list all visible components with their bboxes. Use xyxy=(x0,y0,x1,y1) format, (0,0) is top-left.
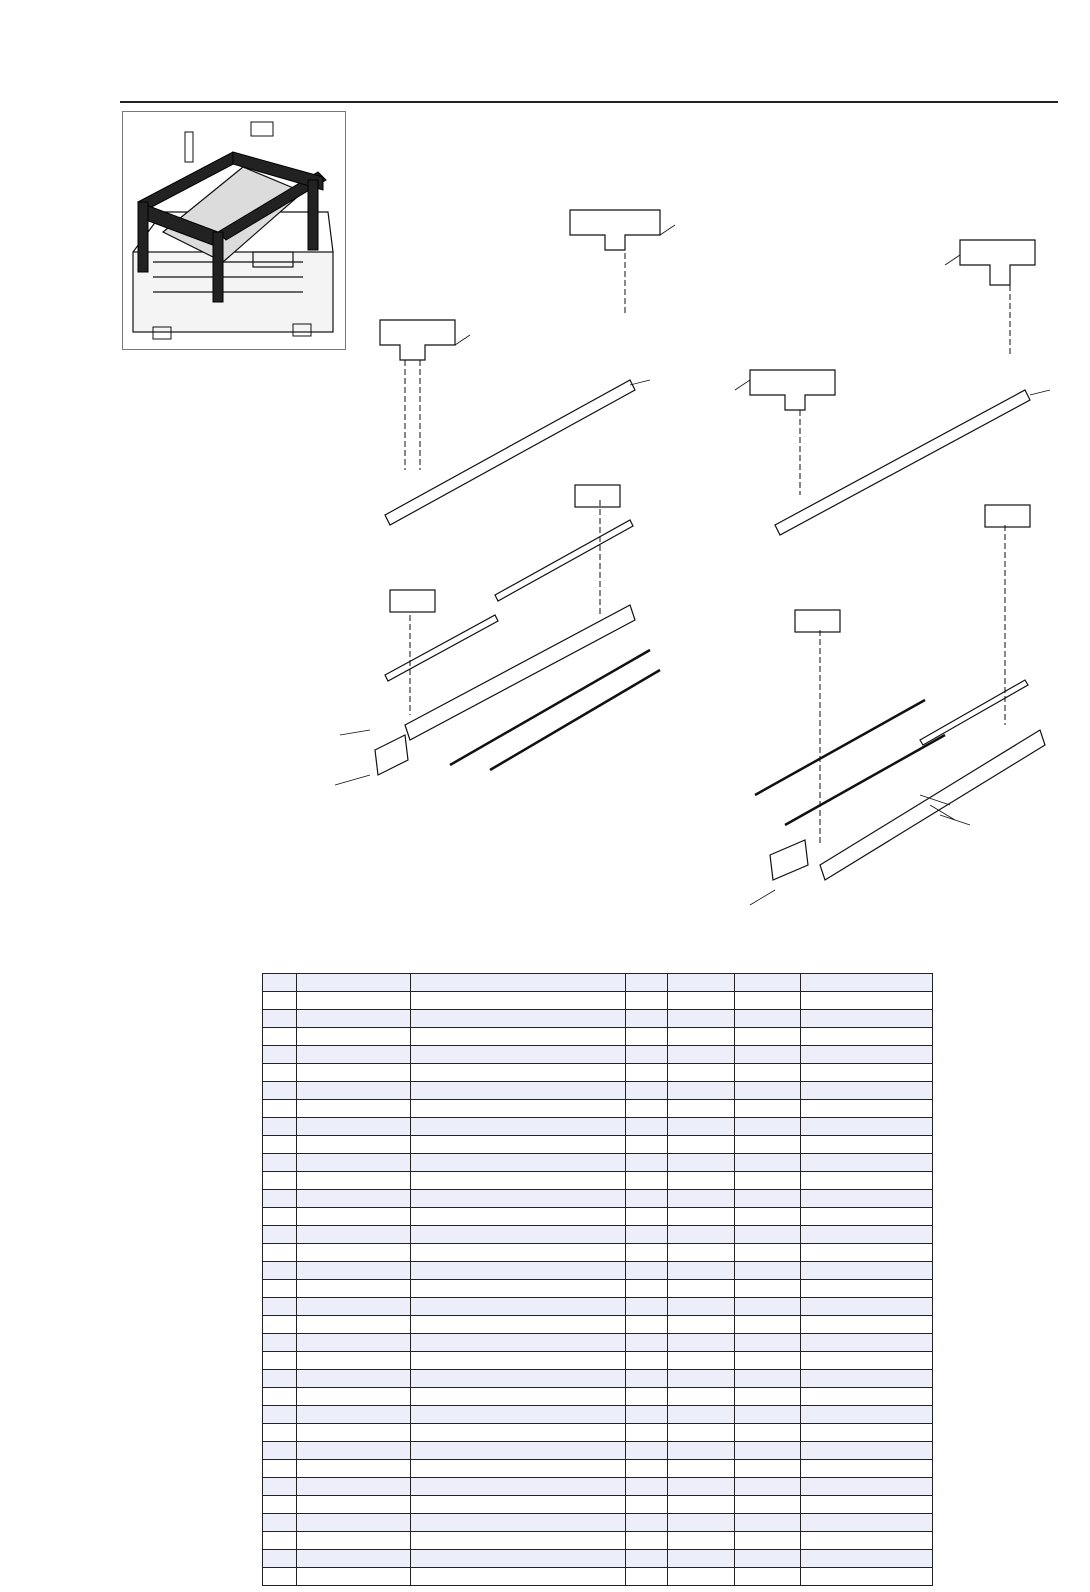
table-cell-col-6 xyxy=(735,1244,801,1262)
table-cell-col-6 xyxy=(735,1532,801,1550)
table-row xyxy=(263,1028,933,1046)
table-cell-col-5 xyxy=(668,1154,735,1172)
table-cell-col-6 xyxy=(735,1208,801,1226)
table-cell-description xyxy=(411,1478,626,1496)
table-cell-item-no xyxy=(263,1100,297,1118)
table-cell-part-number xyxy=(297,1208,411,1226)
table-cell-item-no xyxy=(263,1370,297,1388)
table-cell-remarks xyxy=(801,1262,933,1280)
table-cell-part-number xyxy=(297,992,411,1010)
table-cell-col-5 xyxy=(668,1532,735,1550)
table-cell-col-6 xyxy=(735,974,801,992)
table-cell-qty xyxy=(626,992,668,1010)
table-cell-qty xyxy=(626,1208,668,1226)
table-cell-remarks xyxy=(801,1388,933,1406)
table-cell-remarks xyxy=(801,1064,933,1082)
table-cell-remarks xyxy=(801,1010,933,1028)
table-cell-part-number xyxy=(297,1352,411,1370)
table-row xyxy=(263,1352,933,1370)
table-cell-part-number xyxy=(297,1442,411,1460)
table-cell-qty xyxy=(626,1190,668,1208)
table-cell-item-no xyxy=(263,1208,297,1226)
table-cell-col-5 xyxy=(668,1316,735,1334)
table-cell-qty xyxy=(626,1514,668,1532)
table-row xyxy=(263,992,933,1010)
table-row xyxy=(263,1334,933,1352)
table-cell-part-number xyxy=(297,1172,411,1190)
table-cell-part-number xyxy=(297,1460,411,1478)
table-cell-item-no xyxy=(263,1496,297,1514)
table-cell-description xyxy=(411,1424,626,1442)
table-row xyxy=(263,1100,933,1118)
table-cell-qty xyxy=(626,1388,668,1406)
table-cell-item-no xyxy=(263,1460,297,1478)
table-cell-part-number xyxy=(297,1028,411,1046)
table-cell-qty xyxy=(626,1568,668,1586)
table-cell-qty xyxy=(626,1028,668,1046)
table-cell-part-number xyxy=(297,1514,411,1532)
table-cell-item-no xyxy=(263,1298,297,1316)
table-row xyxy=(263,1388,933,1406)
table-cell-item-no xyxy=(263,1280,297,1298)
table-cell-col-6 xyxy=(735,1028,801,1046)
table-row xyxy=(263,1082,933,1100)
table-cell-qty xyxy=(626,1154,668,1172)
table-cell-remarks xyxy=(801,1082,933,1100)
table-row xyxy=(263,1262,933,1280)
table-cell-qty xyxy=(626,1118,668,1136)
table-cell-qty xyxy=(626,1424,668,1442)
table-cell-col-5 xyxy=(668,1496,735,1514)
table-cell-col-6 xyxy=(735,1370,801,1388)
table-cell-col-6 xyxy=(735,1280,801,1298)
table-row xyxy=(263,1550,933,1568)
table-cell-col-6 xyxy=(735,1226,801,1244)
table-cell-remarks xyxy=(801,1514,933,1532)
table-cell-qty xyxy=(626,1136,668,1154)
table-cell-col-5 xyxy=(668,1568,735,1586)
table-cell-col-5 xyxy=(668,1082,735,1100)
table-row xyxy=(263,1370,933,1388)
table-cell-qty xyxy=(626,1316,668,1334)
table-cell-remarks xyxy=(801,1568,933,1586)
machine-overview-icon xyxy=(123,112,345,349)
table-cell-col-6 xyxy=(735,1568,801,1586)
table-cell-col-5 xyxy=(668,1478,735,1496)
header-rule xyxy=(120,101,1058,103)
exploded-view-drawing-icon xyxy=(330,195,1060,925)
table-cell-col-6 xyxy=(735,1460,801,1478)
table-cell-col-6 xyxy=(735,1388,801,1406)
table-cell-remarks xyxy=(801,1316,933,1334)
parts-list-table xyxy=(262,973,933,1586)
table-row xyxy=(263,1172,933,1190)
table-cell-part-number xyxy=(297,1046,411,1064)
table-row xyxy=(263,1406,933,1424)
table-cell-col-5 xyxy=(668,1136,735,1154)
machine-overview-thumbnail xyxy=(122,111,346,350)
exploded-view-diagram xyxy=(330,195,1060,925)
table-row xyxy=(263,1118,933,1136)
table-cell-col-5 xyxy=(668,1262,735,1280)
table-cell-col-5 xyxy=(668,1046,735,1064)
table-cell-col-6 xyxy=(735,1334,801,1352)
table-cell-qty xyxy=(626,1244,668,1262)
table-cell-item-no xyxy=(263,1190,297,1208)
table-cell-remarks xyxy=(801,1280,933,1298)
table-cell-description xyxy=(411,1100,626,1118)
table-cell-part-number xyxy=(297,1244,411,1262)
table-cell-description xyxy=(411,1388,626,1406)
table-row xyxy=(263,1208,933,1226)
table-cell-col-5 xyxy=(668,974,735,992)
table-cell-remarks xyxy=(801,1496,933,1514)
table-cell-qty xyxy=(626,1298,668,1316)
table-cell-item-no xyxy=(263,1424,297,1442)
table-cell-item-no xyxy=(263,1064,297,1082)
table-cell-qty xyxy=(626,1334,668,1352)
table-cell-description xyxy=(411,1154,626,1172)
table-cell-part-number xyxy=(297,974,411,992)
table-cell-col-5 xyxy=(668,1190,735,1208)
table-cell-item-no xyxy=(263,1172,297,1190)
table-cell-qty xyxy=(626,1010,668,1028)
table-cell-item-no xyxy=(263,992,297,1010)
table-cell-col-5 xyxy=(668,1460,735,1478)
table-cell-part-number xyxy=(297,1532,411,1550)
table-cell-item-no xyxy=(263,1010,297,1028)
table-cell-col-6 xyxy=(735,1550,801,1568)
table-cell-item-no xyxy=(263,1118,297,1136)
table-cell-col-5 xyxy=(668,1514,735,1532)
table-cell-col-6 xyxy=(735,1010,801,1028)
table-cell-remarks xyxy=(801,1370,933,1388)
table-row xyxy=(263,1046,933,1064)
table-cell-col-5 xyxy=(668,1298,735,1316)
table-cell-part-number xyxy=(297,1118,411,1136)
table-cell-part-number xyxy=(297,1280,411,1298)
table-cell-part-number xyxy=(297,1190,411,1208)
table-cell-description xyxy=(411,1280,626,1298)
table-cell-remarks xyxy=(801,1478,933,1496)
table-cell-description xyxy=(411,1514,626,1532)
table-cell-part-number xyxy=(297,1334,411,1352)
table-cell-description xyxy=(411,1244,626,1262)
table-cell-qty xyxy=(626,1532,668,1550)
table-cell-remarks xyxy=(801,1442,933,1460)
table-cell-part-number xyxy=(297,1154,411,1172)
table-cell-col-6 xyxy=(735,1100,801,1118)
table-cell-item-no xyxy=(263,1028,297,1046)
table-cell-remarks xyxy=(801,1172,933,1190)
table-row xyxy=(263,1316,933,1334)
table-cell-qty xyxy=(626,1100,668,1118)
table-cell-col-6 xyxy=(735,1154,801,1172)
table-row xyxy=(263,974,933,992)
table-cell-col-6 xyxy=(735,992,801,1010)
table-cell-part-number xyxy=(297,1010,411,1028)
table-cell-part-number xyxy=(297,1226,411,1244)
table-cell-qty xyxy=(626,974,668,992)
table-cell-col-6 xyxy=(735,1352,801,1370)
table-cell-description xyxy=(411,1190,626,1208)
table-cell-part-number xyxy=(297,1370,411,1388)
table-cell-remarks xyxy=(801,1154,933,1172)
table-row xyxy=(263,1532,933,1550)
table-cell-col-5 xyxy=(668,1352,735,1370)
table-cell-col-5 xyxy=(668,1244,735,1262)
table-cell-item-no xyxy=(263,1082,297,1100)
table-cell-item-no xyxy=(263,1532,297,1550)
table-cell-col-6 xyxy=(735,1064,801,1082)
table-cell-qty xyxy=(626,1478,668,1496)
table-row xyxy=(263,1244,933,1262)
table-cell-item-no xyxy=(263,1406,297,1424)
table-row xyxy=(263,1478,933,1496)
table-cell-qty xyxy=(626,1280,668,1298)
table-cell-item-no xyxy=(263,1136,297,1154)
table-row xyxy=(263,1280,933,1298)
table-cell-col-6 xyxy=(735,1262,801,1280)
table-row xyxy=(263,1226,933,1244)
table-cell-col-5 xyxy=(668,1010,735,1028)
table-cell-qty xyxy=(626,1370,668,1388)
table-cell-col-6 xyxy=(735,1316,801,1334)
table-row xyxy=(263,1514,933,1532)
table-cell-col-6 xyxy=(735,1190,801,1208)
table-cell-description xyxy=(411,1298,626,1316)
table-cell-description xyxy=(411,992,626,1010)
table-cell-item-no xyxy=(263,1442,297,1460)
table-cell-description xyxy=(411,1496,626,1514)
table-cell-remarks xyxy=(801,1208,933,1226)
table-cell-description xyxy=(411,1118,626,1136)
table-cell-col-5 xyxy=(668,1172,735,1190)
table-cell-description xyxy=(411,1406,626,1424)
table-cell-description xyxy=(411,1370,626,1388)
table-cell-qty xyxy=(626,1406,668,1424)
table-cell-item-no xyxy=(263,1514,297,1532)
table-cell-description xyxy=(411,1316,626,1334)
table-cell-remarks xyxy=(801,1046,933,1064)
table-cell-description xyxy=(411,1082,626,1100)
table-cell-item-no xyxy=(263,1352,297,1370)
table-cell-col-5 xyxy=(668,1100,735,1118)
table-cell-col-6 xyxy=(735,1298,801,1316)
table-cell-qty xyxy=(626,1046,668,1064)
table-cell-item-no xyxy=(263,1550,297,1568)
table-cell-remarks xyxy=(801,1244,933,1262)
table-cell-col-5 xyxy=(668,1028,735,1046)
table-cell-part-number xyxy=(297,1478,411,1496)
table-cell-description xyxy=(411,1532,626,1550)
table-cell-col-5 xyxy=(668,1424,735,1442)
table-cell-qty xyxy=(626,1172,668,1190)
table-cell-col-6 xyxy=(735,1478,801,1496)
table-cell-description xyxy=(411,1568,626,1586)
table-cell-part-number xyxy=(297,1406,411,1424)
table-row xyxy=(263,1010,933,1028)
table-cell-remarks xyxy=(801,1298,933,1316)
table-cell-col-5 xyxy=(668,992,735,1010)
table-cell-col-6 xyxy=(735,1118,801,1136)
table-cell-col-6 xyxy=(735,1496,801,1514)
table-cell-col-5 xyxy=(668,1370,735,1388)
table-row xyxy=(263,1064,933,1082)
table-cell-remarks xyxy=(801,1226,933,1244)
table-cell-col-5 xyxy=(668,1442,735,1460)
table-cell-col-5 xyxy=(668,1280,735,1298)
table-cell-item-no xyxy=(263,1262,297,1280)
table-cell-part-number xyxy=(297,1496,411,1514)
table-cell-qty xyxy=(626,1226,668,1244)
table-cell-description xyxy=(411,1028,626,1046)
table-cell-remarks xyxy=(801,1190,933,1208)
table-cell-qty xyxy=(626,1442,668,1460)
table-cell-col-6 xyxy=(735,1406,801,1424)
table-cell-item-no xyxy=(263,1334,297,1352)
table-cell-col-6 xyxy=(735,1172,801,1190)
table-row xyxy=(263,1460,933,1478)
table-cell-remarks xyxy=(801,1334,933,1352)
table-cell-remarks xyxy=(801,1028,933,1046)
table-cell-part-number xyxy=(297,1298,411,1316)
table-cell-col-6 xyxy=(735,1082,801,1100)
table-cell-part-number xyxy=(297,1100,411,1118)
table-cell-remarks xyxy=(801,992,933,1010)
table-cell-remarks xyxy=(801,1550,933,1568)
table-cell-col-6 xyxy=(735,1136,801,1154)
table-cell-col-6 xyxy=(735,1046,801,1064)
table-cell-part-number xyxy=(297,1064,411,1082)
table-cell-item-no xyxy=(263,1316,297,1334)
table-cell-qty xyxy=(626,1262,668,1280)
table-cell-qty xyxy=(626,1460,668,1478)
table-cell-remarks xyxy=(801,1460,933,1478)
table-cell-remarks xyxy=(801,1136,933,1154)
table-cell-col-6 xyxy=(735,1442,801,1460)
table-cell-description xyxy=(411,1136,626,1154)
table-row xyxy=(263,1442,933,1460)
table-cell-col-5 xyxy=(668,1550,735,1568)
table-cell-item-no xyxy=(263,1226,297,1244)
table-row xyxy=(263,1154,933,1172)
table-cell-item-no xyxy=(263,1568,297,1586)
table-cell-description xyxy=(411,1046,626,1064)
table-cell-qty xyxy=(626,1496,668,1514)
table-cell-remarks xyxy=(801,1406,933,1424)
table-row xyxy=(263,1496,933,1514)
table-cell-item-no xyxy=(263,1154,297,1172)
table-cell-item-no xyxy=(263,974,297,992)
table-cell-description xyxy=(411,1064,626,1082)
table-cell-col-5 xyxy=(668,1226,735,1244)
table-cell-item-no xyxy=(263,1046,297,1064)
table-row xyxy=(263,1190,933,1208)
table-cell-col-6 xyxy=(735,1514,801,1532)
table-cell-qty xyxy=(626,1064,668,1082)
table-cell-remarks xyxy=(801,1100,933,1118)
table-cell-description xyxy=(411,1352,626,1370)
parts-list-body xyxy=(263,974,933,1586)
table-cell-part-number xyxy=(297,1388,411,1406)
table-cell-part-number xyxy=(297,1136,411,1154)
table-cell-description xyxy=(411,1334,626,1352)
table-row xyxy=(263,1424,933,1442)
table-cell-col-5 xyxy=(668,1334,735,1352)
table-cell-description xyxy=(411,1460,626,1478)
table-row xyxy=(263,1568,933,1586)
table-cell-part-number xyxy=(297,1424,411,1442)
table-cell-col-5 xyxy=(668,1118,735,1136)
table-cell-item-no xyxy=(263,1388,297,1406)
table-cell-qty xyxy=(626,1352,668,1370)
table-cell-remarks xyxy=(801,1532,933,1550)
table-cell-qty xyxy=(626,1550,668,1568)
table-cell-description xyxy=(411,1262,626,1280)
table-cell-remarks xyxy=(801,974,933,992)
table-cell-remarks xyxy=(801,1352,933,1370)
table-cell-remarks xyxy=(801,1424,933,1442)
table-cell-col-5 xyxy=(668,1406,735,1424)
table-cell-col-5 xyxy=(668,1208,735,1226)
table-cell-col-5 xyxy=(668,1388,735,1406)
table-row xyxy=(263,1298,933,1316)
table-cell-description xyxy=(411,1442,626,1460)
table-cell-remarks xyxy=(801,1118,933,1136)
table-cell-part-number xyxy=(297,1550,411,1568)
table-cell-description xyxy=(411,1208,626,1226)
table-cell-part-number xyxy=(297,1262,411,1280)
table-cell-description xyxy=(411,1172,626,1190)
table-cell-description xyxy=(411,1010,626,1028)
table-cell-description xyxy=(411,1226,626,1244)
table-cell-description xyxy=(411,1550,626,1568)
table-cell-item-no xyxy=(263,1244,297,1262)
table-cell-qty xyxy=(626,1082,668,1100)
table-cell-part-number xyxy=(297,1568,411,1586)
table-row xyxy=(263,1136,933,1154)
table-cell-col-5 xyxy=(668,1064,735,1082)
table-cell-item-no xyxy=(263,1478,297,1496)
table-cell-description xyxy=(411,974,626,992)
table-cell-col-6 xyxy=(735,1424,801,1442)
table-cell-part-number xyxy=(297,1316,411,1334)
table-cell-part-number xyxy=(297,1082,411,1100)
